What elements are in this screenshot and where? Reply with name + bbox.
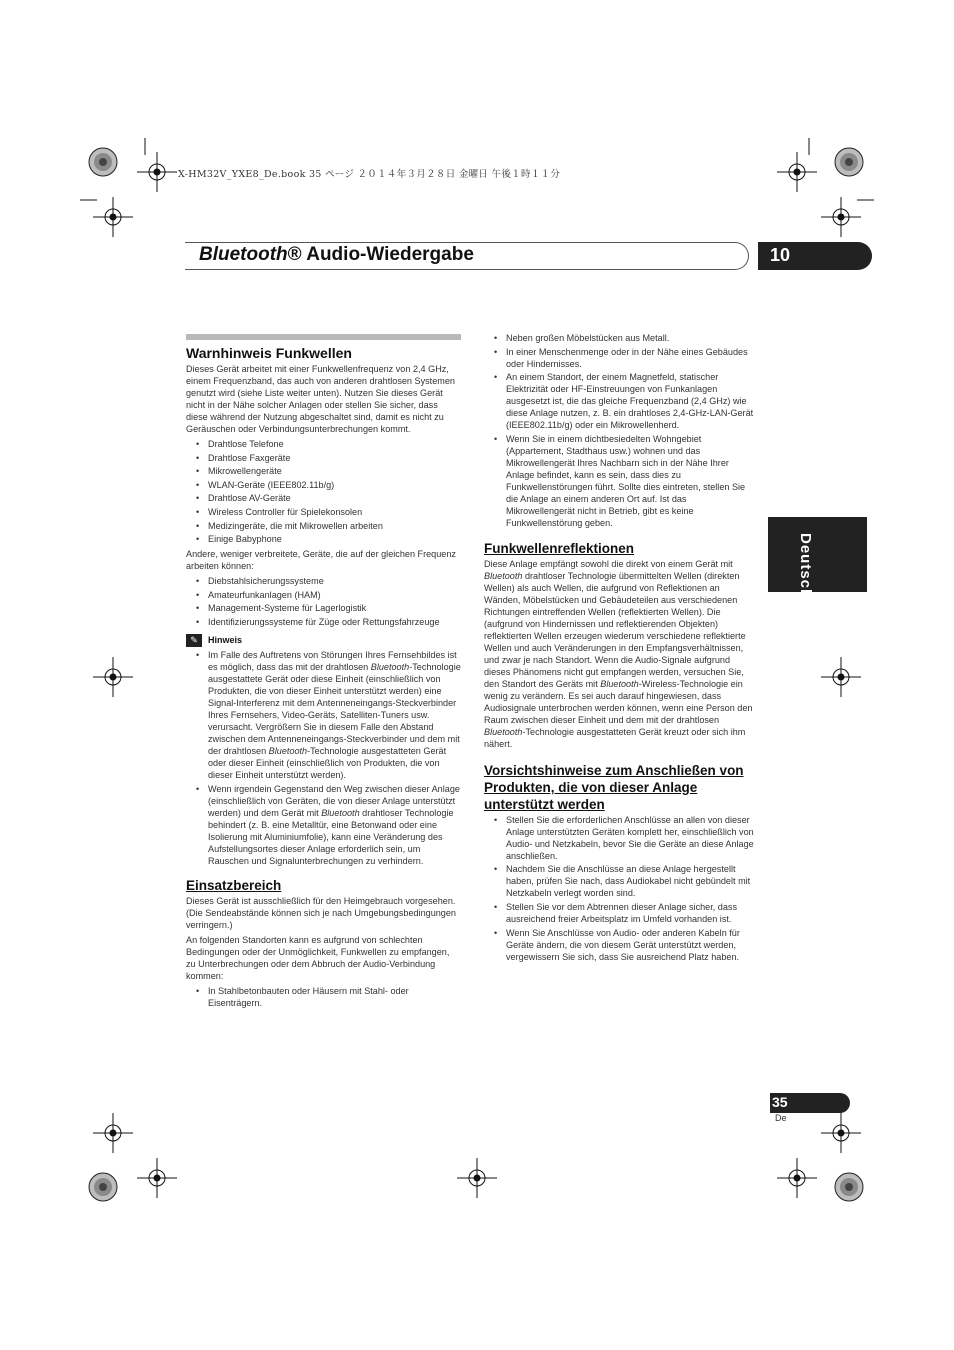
list-item: • Neben großen Möbelstücken aus Metall. [506, 332, 757, 344]
precaution-list [484, 814, 757, 963]
list-item: • Management-Systeme für Lagerlogistik [208, 602, 461, 614]
right-column [484, 332, 757, 966]
note-item: • Im Falle des Auftretens von Störungen Ihres Fernsehbildes ist es möglich, dass das mit der drahtlosen Bluetooth-Technologie ausgestattete Gerät oder diese Einheit (einschließlich von Produkten, die von dieser Einheit unterstützt werden) eine Signal-Interferenz mit dem Antenneneingangs-Steckverbinder Ihres Fernsehers, Video-Geräts, Satelliten-Tuners usw. verursacht. Vergrößern Sie in diesem Falle den Abstand zwischen dem Antenneneingangs-Steckverbinder und dem mit der drahtlosen Bluetooth-Technologie ausgestatteten Gerät oder dieser Einheit (einschließlich von Produkten, die von dieser Einheit unterstützt werden). [208, 649, 461, 781]
list-item: • Medizingeräte, die mit Mikrowellen arbeiten [208, 520, 461, 532]
page-number-badge: 35 [770, 1093, 850, 1113]
language-side-tab: Deutsch [768, 517, 867, 592]
list-item: • Stellen Sie die erforderlichen Anschlüsse an allen von dieser Anlage unterstützten Geräten komplett her, einschließlich von Audio- und Netzkabeln, bevor Sie die Geräte an diese Anlage anschließen. [506, 814, 757, 862]
note-header [186, 634, 461, 647]
list-item: • Mikrowellengeräte [208, 465, 461, 477]
section-heading-funkwellenreflektionen: Funkwellenreflektionen [484, 540, 635, 556]
note-item: • Wenn irgendein Gegenstand den Weg zwischen dieser Anlage (einschließlich von Geräten, die von dieser Anlage unterstützt werden) und dem Gerät mit Bluetooth drahtloser Technologie behindert (z. B. eine Metalltür, eine Betonwand oder eine Isolierung mit Aluminiumfolie), kann eine Veränderung des Aufstellungsortes dieser Anlage erforderlich sein, um Rauschen und Signalunterbrechungen zu verhindern. [208, 783, 461, 867]
page-language-code: De [775, 1113, 787, 1123]
list-item: • Drahtlose Telefone [208, 438, 461, 450]
section-heading-warnhinweis: Warnhinweis Funkwellen [186, 345, 352, 361]
book-info-line: X-HM32V_YXE8_De.book 35 ページ ２０１４年３月２８日 金曜日 午後１時１１分 [178, 169, 561, 180]
list-item: • WLAN-Geräte (IEEE802.11b/g) [208, 479, 461, 491]
list-item: • Wenn Sie in einem dichtbesiedelten Wohngebiet (Appartement, Stadthaus usw.) wohnen und das Mikrowellengerät Ihres Nachbarn sich in der Nähe Ihrer Anlage befindet, kann es sein, dass dies zu Funkwellenstörungen führt. Sollte dies eintreten, stellen Sie die Anlage an einem anderen Ort auf. Ist das Mikrowellengerät nicht in Betrieb, gibt es keine Funkwellenstörung geben. [506, 433, 757, 529]
location-list [186, 985, 461, 1009]
section-heading-vorsichtshinweise: Vorsichtshinweise zum Anschließen von Produkten, die von dieser Anlage unterstützt werden [484, 762, 744, 812]
note-label: Hinweis [208, 635, 243, 646]
list-item: • An einem Standort, der einem Magnetfeld, statischer Elektrizität oder HF-Einstreuungen von Funkanlagen ausgesetzt ist, die das gleiche Frequenzband (2,4 GHz) wie diese Anlage nutzen, z. B. ein drahtloses 2,4-GHz-LAN-Gerät (IEEE802.11b/g) oder ein Mikrowellenherd. [506, 371, 757, 431]
list-item: • Drahtlose AV-Geräte [208, 492, 461, 504]
paragraph: Dieses Gerät arbeitet mit einer Funkwellenfrequenz von 2,4 GHz, einem Frequenzband, das auch von anderen drahtlosen Systemen genutzt wird (siehe Liste weiter unten). Nutzen Sie dieses Gerät nicht in der Nähe solcher Anlagen oder stellen Sie sicher, dass diese während der Nutzung abgeschaltet sind, damit es nicht zu Geräuschen oder Verbindungsunterbrechungen kommt. [186, 364, 455, 434]
paragraph: Dieses Gerät ist ausschließlich für den Heimgebrauch vorgesehen. (Die Sendeabstände können sich je nach Umgebungsbedingungen verringern.) [186, 895, 456, 930]
list-item: • Identifizierungssysteme für Züge oder Rettungsfahrzeuge [208, 616, 461, 628]
section-heading-einsatzbereich: Einsatzbereich [186, 877, 282, 893]
note-pencil-icon: ✎ [186, 634, 202, 647]
chapter-number-badge: 10 [758, 242, 872, 270]
device-list-2 [186, 575, 461, 628]
list-item: • Drahtlose Faxgeräte [208, 452, 461, 464]
chapter-title-bar [185, 242, 749, 270]
note-list [186, 649, 461, 867]
list-item: • In einer Menschenmenge oder in der Nähe eines Gebäudes oder Hindernisses. [506, 346, 757, 370]
list-item: • Stellen Sie vor dem Abtrennen dieser Anlage sicher, dass ausreichend freier Arbeitsplatz im Umfeld vorhanden ist. [506, 901, 757, 925]
list-item: • Nachdem Sie die Anschlüsse an diese Anlage hergestellt haben, prüfen Sie nach, dass Audiokabel nicht gebündelt mit Netzkabeln verlegt worden sind. [506, 863, 757, 899]
list-item: • In Stahlbetonbauten oder Häusern mit Stahl- oder Eisenträgern. [208, 985, 461, 1009]
paragraph: Andere, weniger verbreitete, Geräte, die auf der gleichen Frequenz arbeiten können: [186, 549, 456, 572]
list-item: • Diebstahlsicherungssysteme [208, 575, 461, 587]
list-item: • Wenn Sie Anschlüsse von Audio- oder anderen Kabeln für Geräte ändern, die von diesem Gerät unterstützt werden, vergewissern Sie sich, dass Sie ausreichend Platz haben. [506, 927, 757, 963]
left-column [186, 334, 461, 1012]
list-item: • Einige Babyphone [208, 533, 461, 545]
paragraph: An folgenden Standorten kann es aufgrund von schlechten Bedingungen oder der Unmöglichkeit, Funkwellen zu empfangen, zu Unterbrechungen oder dem Abbruch der Audio-Verbindung kommen: [186, 934, 450, 981]
location-list-continued [484, 332, 757, 529]
list-item: • Wireless Controller für Spielekonsolen [208, 506, 461, 518]
paragraph: Diese Anlage empfängt sowohl die direkt von einem Gerät mit Bluetooth drahtloser Technologie übermittelten Wellen (direkten Wellen) als auch Wellen, die aufgrund von Reflektionen an Wänden, Möbelstücken und Gebäudeteilen aus verschiedenen Richtungen eintreffenden Wellen (reflektierten Wellen). Die (aufgrund von Hindernissen und reflektierenden Objekten) reflektierten Wellen erzeugen wiederum verschiedene reflektierte Wellen und auch Veränderungen in den Empfangsverhältnissen, und zwar je nach Standort. Wenn die Audio-Signale aufgrund dieses Phänomens nicht gut empfangen werden, versuchen Sie, den Standort des Geräts mit Bluetooth-Wireless-Technologie ein wenig zu verändern. Es sei auch darauf hingewiesen, dass Audiosignale unterbrochen werden können, wenn eine Person den Raum zwischen dieser Einheit und dem mit der drahtlosen Bluetooth-Technologie ausgestatteten Gerät kreuzt oder sich ihm nähert. [484, 558, 753, 749]
list-item: • Amateurfunkanlagen (HAM) [208, 589, 461, 601]
section-divider [186, 334, 461, 340]
device-list [186, 438, 461, 545]
chapter-title: Bluetooth® Audio-Wiedergabe [199, 244, 474, 265]
